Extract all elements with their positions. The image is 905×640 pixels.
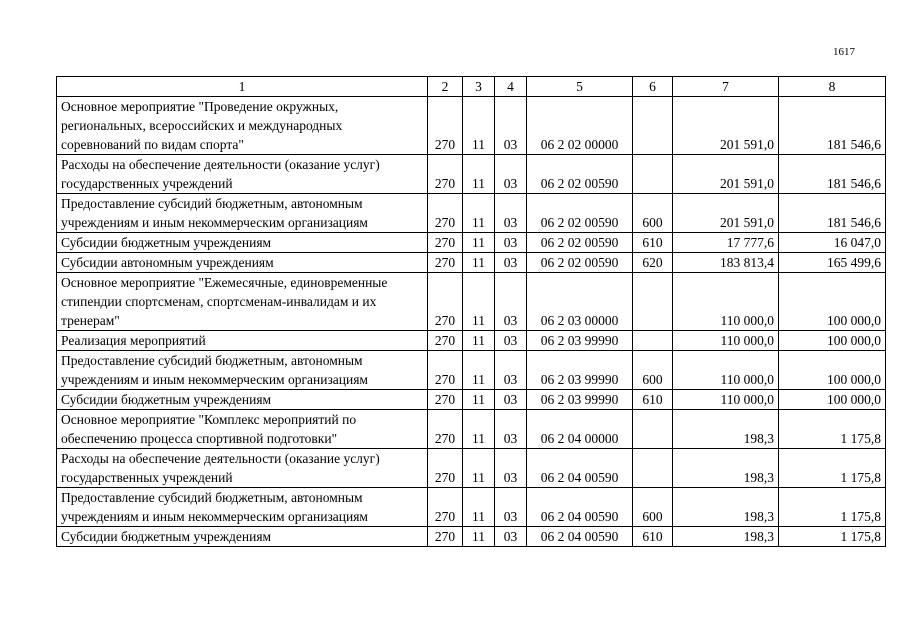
section-cell: 11 bbox=[463, 527, 495, 547]
expense-type-cell: 610 bbox=[633, 233, 673, 253]
amount-cell: 181 546,6 bbox=[779, 194, 886, 233]
section-cell: 11 bbox=[463, 97, 495, 155]
target-article-cell: 06 2 03 99990 bbox=[527, 390, 633, 410]
target-article-cell: 06 2 03 99990 bbox=[527, 351, 633, 390]
section-cell: 11 bbox=[463, 390, 495, 410]
row-name-cell: Реализация мероприятий bbox=[57, 331, 428, 351]
target-article-cell: 06 2 03 99990 bbox=[527, 331, 633, 351]
amount-cell: 110 000,0 bbox=[673, 331, 779, 351]
table-row bbox=[57, 410, 886, 449]
subsection-cell: 03 bbox=[495, 527, 527, 547]
amount-cell: 165 499,6 bbox=[779, 253, 886, 273]
amount-cell: 1 175,8 bbox=[779, 410, 886, 449]
subsection-cell: 03 bbox=[495, 488, 527, 527]
table-row bbox=[57, 253, 886, 273]
subsection-cell: 03 bbox=[495, 331, 527, 351]
expense-type-cell: 610 bbox=[633, 527, 673, 547]
column-header: 4 bbox=[495, 77, 527, 97]
table-row bbox=[57, 233, 886, 253]
row-name-cell: Субсидии бюджетным учреждениям bbox=[57, 390, 428, 410]
subsection-cell: 03 bbox=[495, 97, 527, 155]
admin-code-cell: 270 bbox=[428, 253, 463, 273]
row-name-cell: Предоставление субсидий бюджетным, автономным учреждениям и иным некоммерческим организациям bbox=[57, 194, 428, 233]
table-row bbox=[57, 194, 886, 233]
target-article-cell: 06 2 02 00590 bbox=[527, 233, 633, 253]
column-header: 2 bbox=[428, 77, 463, 97]
amount-cell: 110 000,0 bbox=[673, 390, 779, 410]
table-row bbox=[57, 488, 886, 527]
admin-code-cell: 270 bbox=[428, 488, 463, 527]
column-header: 3 bbox=[463, 77, 495, 97]
admin-code-cell: 270 bbox=[428, 273, 463, 331]
budget-table bbox=[56, 76, 886, 547]
row-name-cell: Основное мероприятие "Проведение окружных, региональных, всероссийских и международных соревнований по видам спорта" bbox=[57, 97, 428, 155]
target-article-cell: 06 2 02 00590 bbox=[527, 194, 633, 233]
expense-type-cell: 610 bbox=[633, 390, 673, 410]
admin-code-cell: 270 bbox=[428, 97, 463, 155]
subsection-cell: 03 bbox=[495, 410, 527, 449]
amount-cell: 198,3 bbox=[673, 527, 779, 547]
expense-type-cell bbox=[633, 410, 673, 449]
section-cell: 11 bbox=[463, 410, 495, 449]
target-article-cell: 06 2 03 00000 bbox=[527, 273, 633, 331]
table-row bbox=[57, 331, 886, 351]
column-header: 7 bbox=[673, 77, 779, 97]
admin-code-cell: 270 bbox=[428, 390, 463, 410]
subsection-cell: 03 bbox=[495, 155, 527, 194]
expense-type-cell bbox=[633, 331, 673, 351]
amount-cell: 100 000,0 bbox=[779, 273, 886, 331]
column-header: 6 bbox=[633, 77, 673, 97]
amount-cell: 1 175,8 bbox=[779, 488, 886, 527]
admin-code-cell: 270 bbox=[428, 194, 463, 233]
table-row bbox=[57, 390, 886, 410]
amount-cell: 100 000,0 bbox=[779, 331, 886, 351]
admin-code-cell: 270 bbox=[428, 233, 463, 253]
expense-type-cell: 600 bbox=[633, 194, 673, 233]
section-cell: 11 bbox=[463, 351, 495, 390]
subsection-cell: 03 bbox=[495, 233, 527, 253]
table-row bbox=[57, 273, 886, 331]
admin-code-cell: 270 bbox=[428, 527, 463, 547]
target-article-cell: 06 2 04 00000 bbox=[527, 410, 633, 449]
table-row bbox=[57, 449, 886, 488]
expense-type-cell bbox=[633, 97, 673, 155]
table-row bbox=[57, 155, 886, 194]
amount-cell: 201 591,0 bbox=[673, 97, 779, 155]
expense-type-cell bbox=[633, 273, 673, 331]
table-row bbox=[57, 527, 886, 547]
row-name-cell: Предоставление субсидий бюджетным, автономным учреждениям и иным некоммерческим организациям bbox=[57, 351, 428, 390]
amount-cell: 198,3 bbox=[673, 410, 779, 449]
amount-cell: 201 591,0 bbox=[673, 155, 779, 194]
row-name-cell: Субсидии бюджетным учреждениям bbox=[57, 233, 428, 253]
target-article-cell: 06 2 02 00000 bbox=[527, 97, 633, 155]
subsection-cell: 03 bbox=[495, 253, 527, 273]
subsection-cell: 03 bbox=[495, 449, 527, 488]
section-cell: 11 bbox=[463, 488, 495, 527]
row-name-cell: Основное мероприятие "Комплекс мероприятий по обеспечению процесса спортивной подготовки" bbox=[57, 410, 428, 449]
amount-cell: 17 777,6 bbox=[673, 233, 779, 253]
column-header: 8 bbox=[779, 77, 886, 97]
amount-cell: 181 546,6 bbox=[779, 97, 886, 155]
admin-code-cell: 270 bbox=[428, 449, 463, 488]
target-article-cell: 06 2 02 00590 bbox=[527, 253, 633, 273]
target-article-cell: 06 2 04 00590 bbox=[527, 449, 633, 488]
subsection-cell: 03 bbox=[495, 194, 527, 233]
expense-type-cell bbox=[633, 449, 673, 488]
amount-cell: 1 175,8 bbox=[779, 449, 886, 488]
amount-cell: 100 000,0 bbox=[779, 390, 886, 410]
row-name-cell: Основное мероприятие "Ежемесячные, единовременные стипендии спортсменам, спортсменам-инвалидам и их тренерам" bbox=[57, 273, 428, 331]
admin-code-cell: 270 bbox=[428, 155, 463, 194]
table-body bbox=[57, 97, 886, 547]
expense-type-cell: 620 bbox=[633, 253, 673, 273]
section-cell: 11 bbox=[463, 331, 495, 351]
amount-cell: 16 047,0 bbox=[779, 233, 886, 253]
amount-cell: 198,3 bbox=[673, 449, 779, 488]
section-cell: 11 bbox=[463, 233, 495, 253]
amount-cell: 181 546,6 bbox=[779, 155, 886, 194]
section-cell: 11 bbox=[463, 155, 495, 194]
row-name-cell: Предоставление субсидий бюджетным, автономным учреждениям и иным некоммерческим организациям bbox=[57, 488, 428, 527]
target-article-cell: 06 2 04 00590 bbox=[527, 488, 633, 527]
subsection-cell: 03 bbox=[495, 351, 527, 390]
amount-cell: 201 591,0 bbox=[673, 194, 779, 233]
row-name-cell: Расходы на обеспечение деятельности (оказание услуг) государственных учреждений bbox=[57, 449, 428, 488]
column-header: 1 bbox=[57, 77, 428, 97]
target-article-cell: 06 2 04 00590 bbox=[527, 527, 633, 547]
amount-cell: 1 175,8 bbox=[779, 527, 886, 547]
subsection-cell: 03 bbox=[495, 390, 527, 410]
table-row bbox=[57, 351, 886, 390]
expense-type-cell: 600 bbox=[633, 488, 673, 527]
row-name-cell: Субсидии бюджетным учреждениям bbox=[57, 527, 428, 547]
amount-cell: 110 000,0 bbox=[673, 273, 779, 331]
amount-cell: 100 000,0 bbox=[779, 351, 886, 390]
amount-cell: 198,3 bbox=[673, 488, 779, 527]
row-name-cell: Расходы на обеспечение деятельности (оказание услуг) государственных учреждений bbox=[57, 155, 428, 194]
amount-cell: 183 813,4 bbox=[673, 253, 779, 273]
header-row bbox=[57, 77, 886, 97]
row-name-cell: Субсидии автономным учреждениям bbox=[57, 253, 428, 273]
admin-code-cell: 270 bbox=[428, 351, 463, 390]
admin-code-cell: 270 bbox=[428, 331, 463, 351]
column-header: 5 bbox=[527, 77, 633, 97]
expense-type-cell bbox=[633, 155, 673, 194]
page-number: 1617 bbox=[833, 46, 855, 58]
section-cell: 11 bbox=[463, 449, 495, 488]
amount-cell: 110 000,0 bbox=[673, 351, 779, 390]
subsection-cell: 03 bbox=[495, 273, 527, 331]
section-cell: 11 bbox=[463, 194, 495, 233]
table-row bbox=[57, 97, 886, 155]
admin-code-cell: 270 bbox=[428, 410, 463, 449]
expense-type-cell: 600 bbox=[633, 351, 673, 390]
section-cell: 11 bbox=[463, 273, 495, 331]
target-article-cell: 06 2 02 00590 bbox=[527, 155, 633, 194]
section-cell: 11 bbox=[463, 253, 495, 273]
